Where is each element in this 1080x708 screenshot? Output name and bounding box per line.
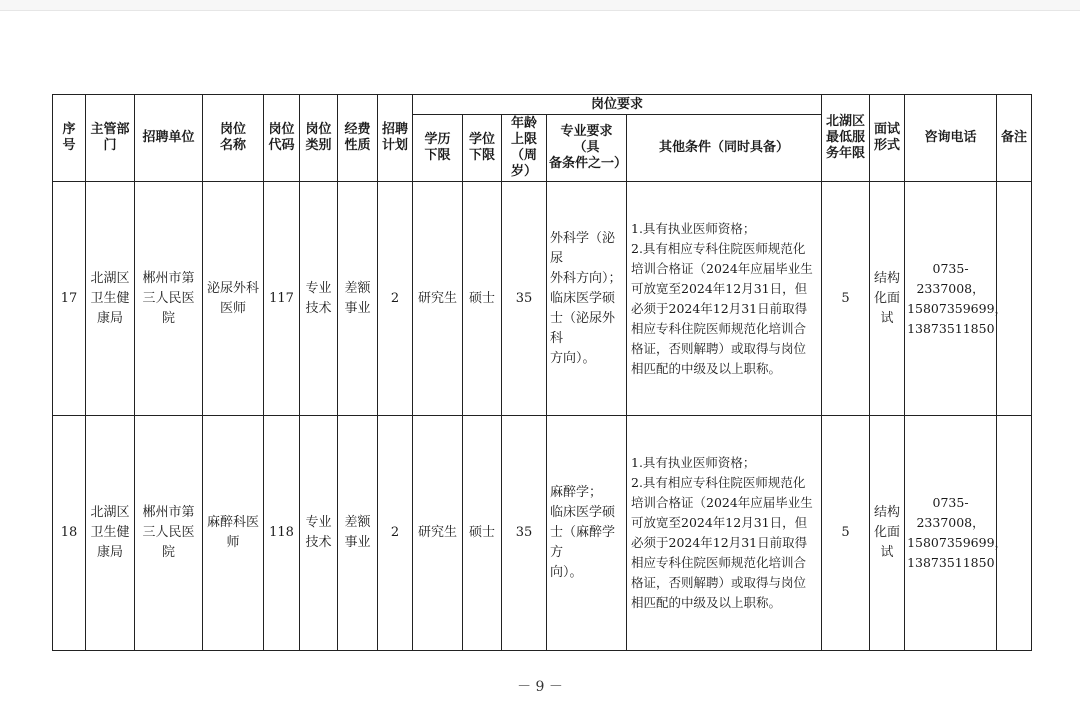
cell-edu: 研究生 xyxy=(413,416,463,651)
cell-interview: 结构 化面 试 xyxy=(870,416,905,651)
cell-service-years: 5 xyxy=(822,416,870,651)
cell-unit: 郴州市第 三人民医 院 xyxy=(135,416,203,651)
header-other: 其他条件（同时具备） xyxy=(627,115,822,182)
page-number: － 9 － xyxy=(517,679,563,695)
cell-post-type: 专业 技术 xyxy=(300,416,338,651)
cell-major: 麻醉学； 临床医学硕 士（麻醉学方 向）。 xyxy=(547,416,627,651)
header-post-type: 岗位 类别 xyxy=(300,95,338,182)
header-plan: 招聘 计划 xyxy=(378,95,413,182)
cell-other-conditions: 1.具有执业医师资格； 2.具有相应专科住院医师规范化 培训合格证（2024年应届毕业生 可放宽至2024年12月31日，但 必须于2024年12月31日前取得 相应专科住院医师规范化培训合 格证，否则解聘）或取得与岗位 相匹配的中级及以上职称。 xyxy=(627,182,822,416)
header-funding: 经费 性质 xyxy=(338,95,378,182)
header-service-years: 北湖区 最低服 务年限 xyxy=(822,95,870,182)
cell-dept: 北湖区 卫生健 康局 xyxy=(86,182,135,416)
header-dept: 主管部 门 xyxy=(86,95,135,182)
cell-dept: 北湖区 卫生健 康局 xyxy=(86,416,135,651)
cell-funding: 差额 事业 xyxy=(338,182,378,416)
cell-phone: 0735-2337008， 15807359699， 13873511850 xyxy=(905,416,997,651)
header-major: 专业要求（具 备条件之一） xyxy=(547,115,627,182)
table-row xyxy=(53,416,1032,651)
cell-service-years: 5 xyxy=(822,182,870,416)
cell-post-code: 117 xyxy=(264,182,300,416)
cell-unit: 郴州市第 三人民医 院 xyxy=(135,182,203,416)
cell-post-type: 专业 技术 xyxy=(300,182,338,416)
cell-post-code: 118 xyxy=(264,416,300,651)
cell-edu: 研究生 xyxy=(413,182,463,416)
cell-post-name: 泌尿外科 医师 xyxy=(203,182,264,416)
cell-age: 35 xyxy=(502,416,547,651)
cell-major: 外科学（泌尿 外科方向）； 临床医学硕 士（泌尿外科 方向）。 xyxy=(547,182,627,416)
cell-other-conditions: 1.具有执业医师资格； 2.具有相应专科住院医师规范化 培训合格证（2024年应届毕业生 可放宽至2024年12月31日，但 必须于2024年12月31日前取得 相应专科住院医师规范化培训合 格证，否则解聘）或取得与岗位 相匹配的中级及以上职称。 xyxy=(627,416,822,651)
header-unit: 招聘单位 xyxy=(135,95,203,182)
header-interview: 面试 形式 xyxy=(870,95,905,182)
cell-funding: 差额 事业 xyxy=(338,416,378,651)
cell-seq: 17 xyxy=(53,182,86,416)
header-post-name: 岗位 名称 xyxy=(203,95,264,182)
header-seq: 序 号 xyxy=(53,95,86,182)
cell-seq: 18 xyxy=(53,416,86,651)
cell-remark xyxy=(997,416,1032,651)
header-edu: 学历 下限 xyxy=(413,115,463,182)
header-degree: 学位 下限 xyxy=(463,115,502,182)
header-remark: 备注 xyxy=(997,95,1032,182)
header-age: 年龄 上限 （周岁） xyxy=(502,115,547,182)
cell-plan: 2 xyxy=(378,182,413,416)
header-requirements: 岗位要求 xyxy=(413,95,822,115)
cell-post-name: 麻醉科医 师 xyxy=(203,416,264,651)
cell-age: 35 xyxy=(502,182,547,416)
cell-plan: 2 xyxy=(378,416,413,651)
table-row xyxy=(53,182,1032,416)
recruitment-table xyxy=(52,94,1032,651)
cell-interview: 结构 化面 试 xyxy=(870,182,905,416)
cell-degree: 硕士 xyxy=(463,182,502,416)
header-post-code: 岗位 代码 xyxy=(264,95,300,182)
top-edge xyxy=(0,0,1080,11)
cell-phone: 0735-2337008， 15807359699， 13873511850 xyxy=(905,182,997,416)
cell-degree: 硕士 xyxy=(463,416,502,651)
header-phone: 咨询电话 xyxy=(905,95,997,182)
cell-remark xyxy=(997,182,1032,416)
